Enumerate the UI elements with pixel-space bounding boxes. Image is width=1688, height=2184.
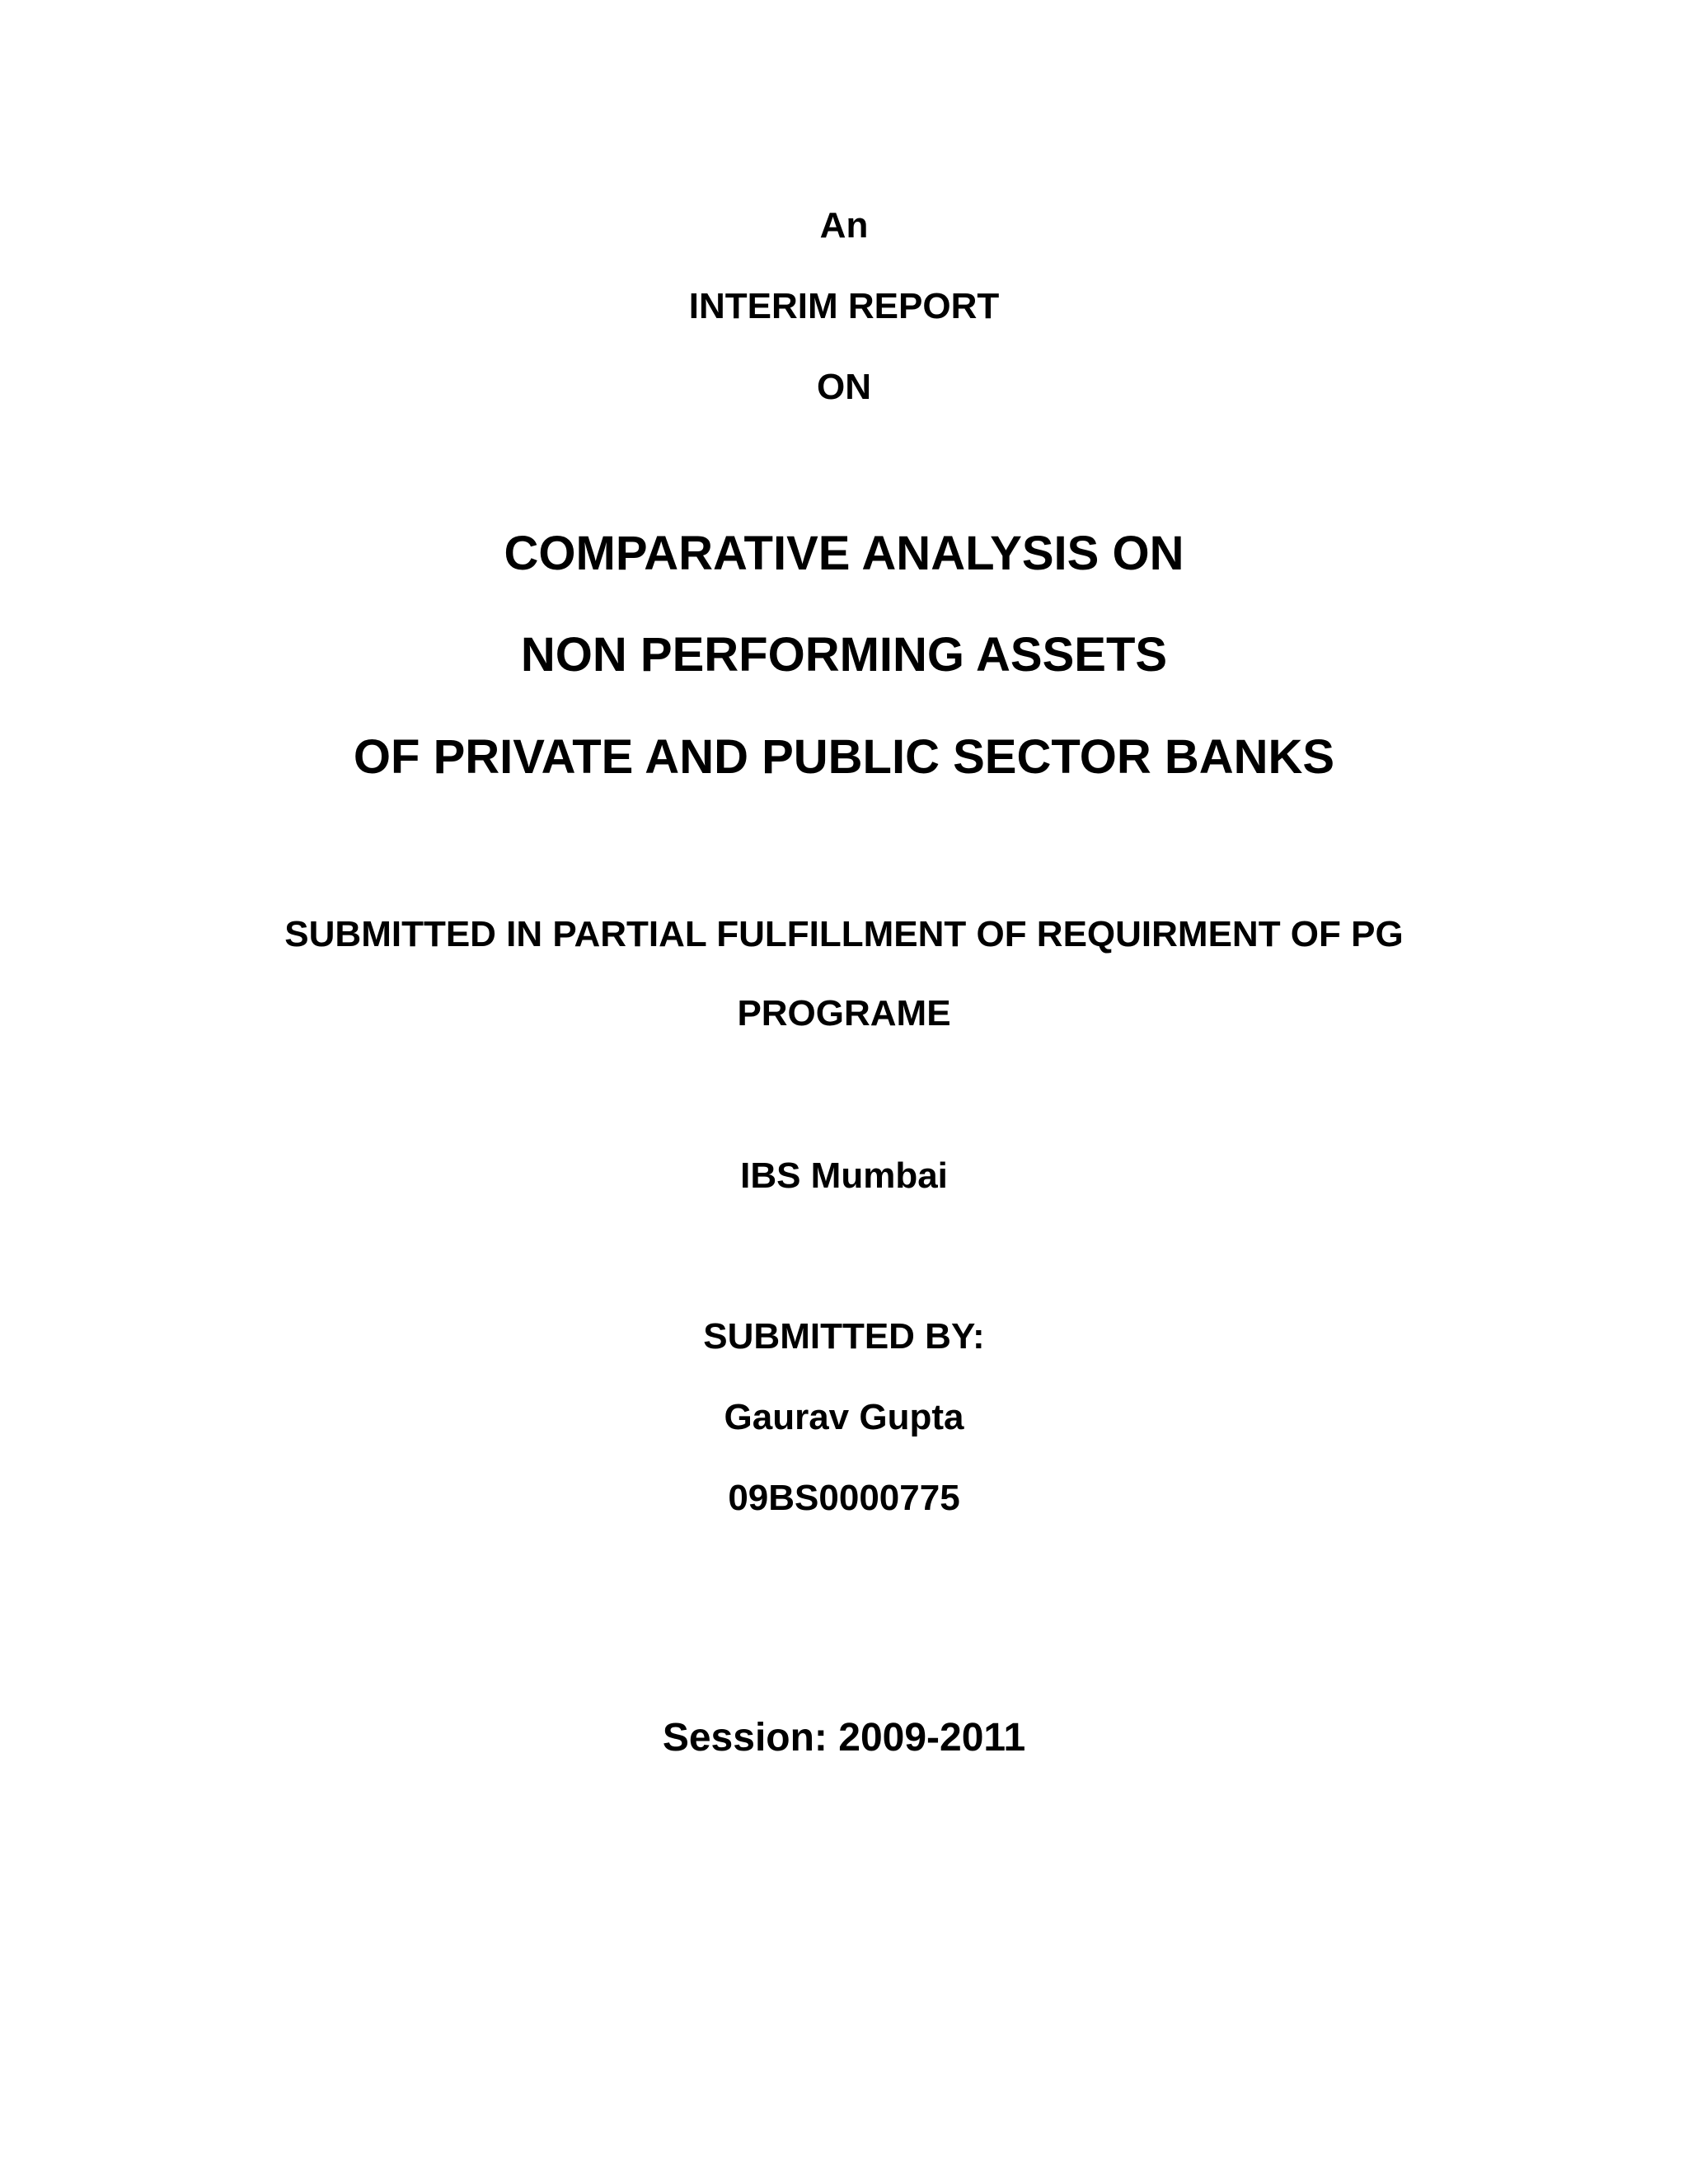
submitter-id: 09BS0000775 xyxy=(728,1478,960,1518)
submitter-name: Gaurav Gupta xyxy=(724,1397,964,1437)
submission-line-1: SUBMITTED IN PARTIAL FULFILLMENT OF REQUIRMENT OF PG xyxy=(284,914,1404,954)
title-line-1: COMPARATIVE ANALYSIS ON xyxy=(504,527,1184,580)
submitted-by-label: SUBMITTED BY: xyxy=(703,1316,985,1357)
title-line-3: OF PRIVATE AND PUBLIC SECTOR BANKS xyxy=(353,730,1335,784)
intro-an: An xyxy=(819,205,869,246)
intro-on: ON xyxy=(817,367,871,407)
intro-interim-report: INTERIM REPORT xyxy=(688,286,1000,326)
submission-line-2: PROGRAME xyxy=(737,993,951,1033)
institution-name: IBS Mumbai xyxy=(740,1155,948,1196)
session-text: Session: 2009-2011 xyxy=(662,1716,1026,1760)
title-line-2: NON PERFORMING ASSETS xyxy=(520,628,1168,682)
